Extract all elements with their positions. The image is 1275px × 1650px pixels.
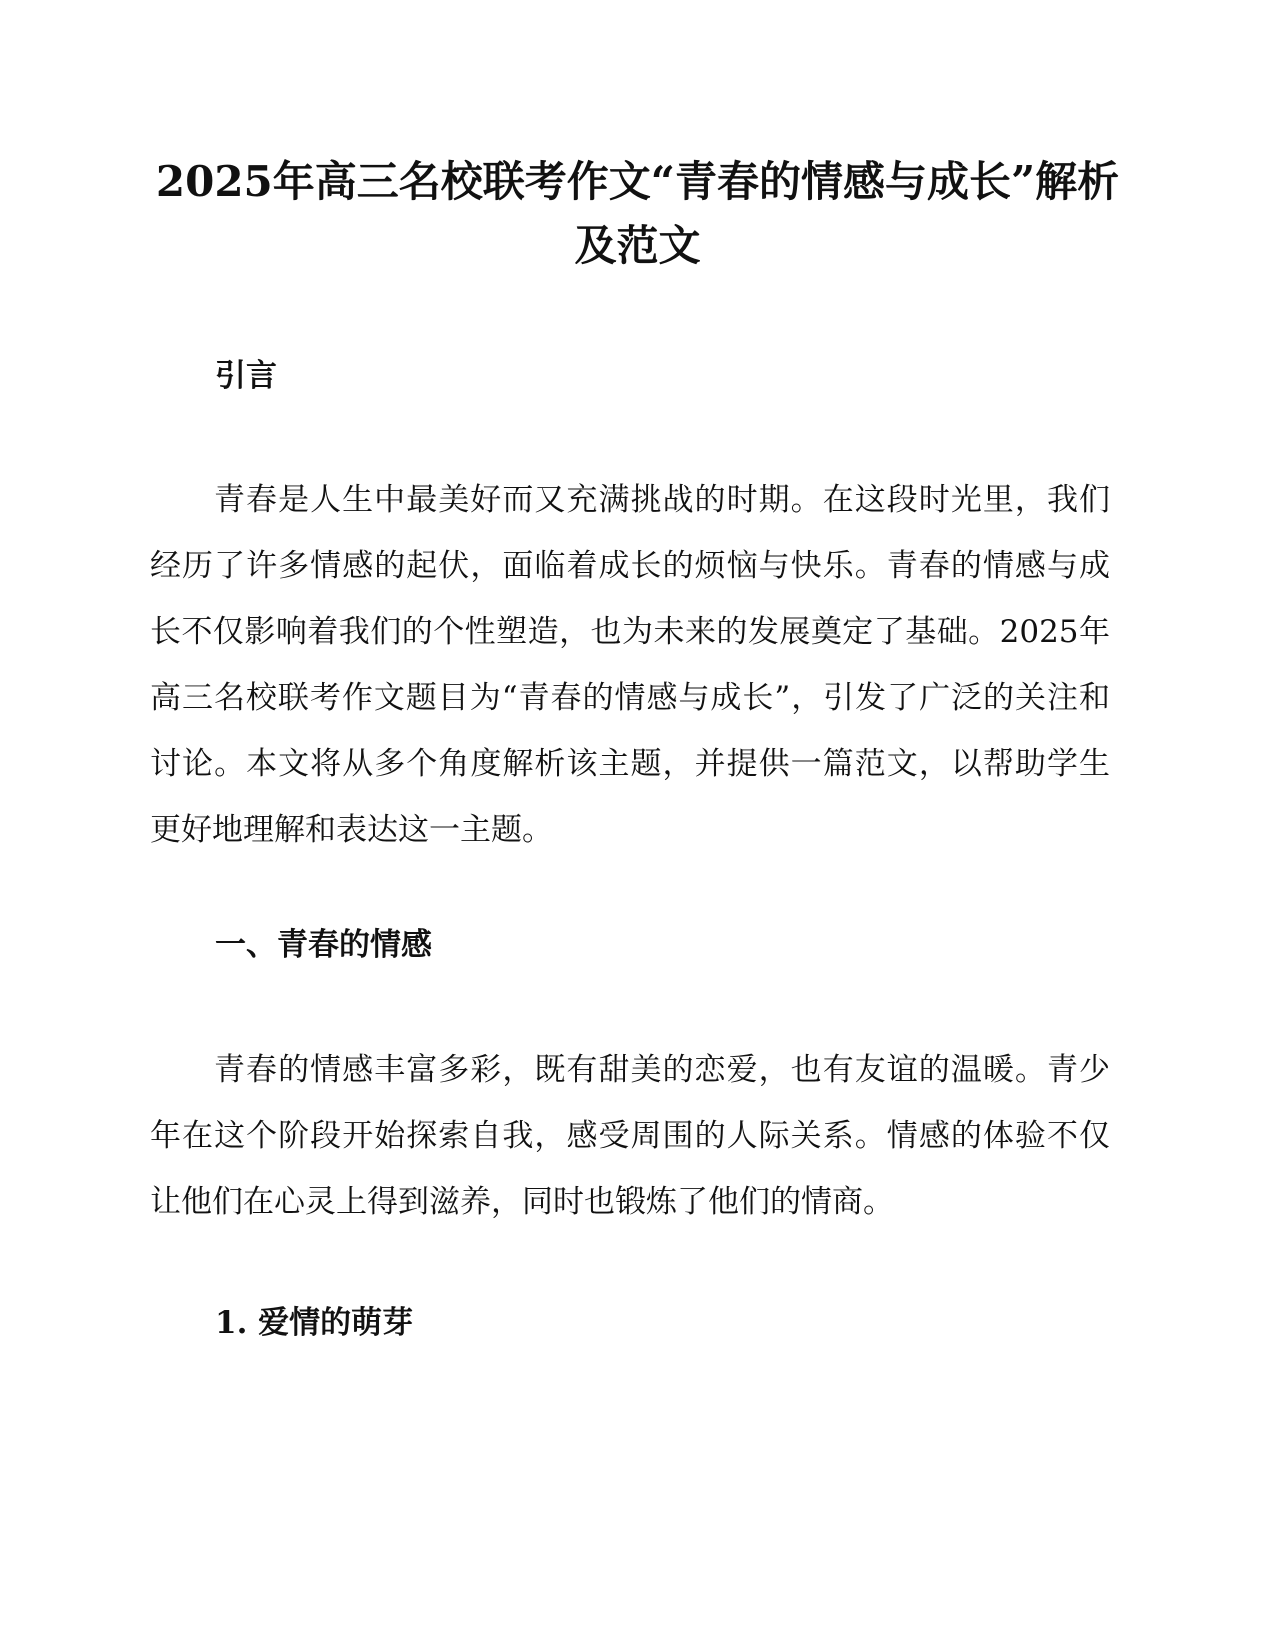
subheading-love: 1. 爱情的萌芽 [215, 1305, 414, 1341]
section-heading-intro: 引言 [215, 358, 277, 394]
emotion-paragraph: 青春的情感丰富多彩，既有甜美的恋爱，也有友谊的温暖。青少年在这个阶段开始探索自我，感受周围的人际关系。情感的体验不仅让他们在心灵上得到滋养，同时也锻炼了他们的情商。 [150, 1052, 1110, 1220]
intro-paragraph: 青春是人生中最美好而又充满挑战的时期。在这段时光里，我们经历了许多情感的起伏，面临着成长的烦恼与快乐。青春的情感与成长不仅影响着我们的个性塑造，也为未来的发展奠定了基础。2025年高三名校联考作文题目为“青春的情感与成长”，引发了广泛的关注和讨论。本文将从多个角度解析该主题，并提供一篇范文，以帮助学生更好地理解和表达这一主题。 [150, 482, 1110, 848]
document-title: 2025年高三名校联考作文“青春的情感与成长”解析及范文 [155, 157, 1120, 270]
section-heading-emotion: 一、青春的情感 [215, 927, 432, 963]
